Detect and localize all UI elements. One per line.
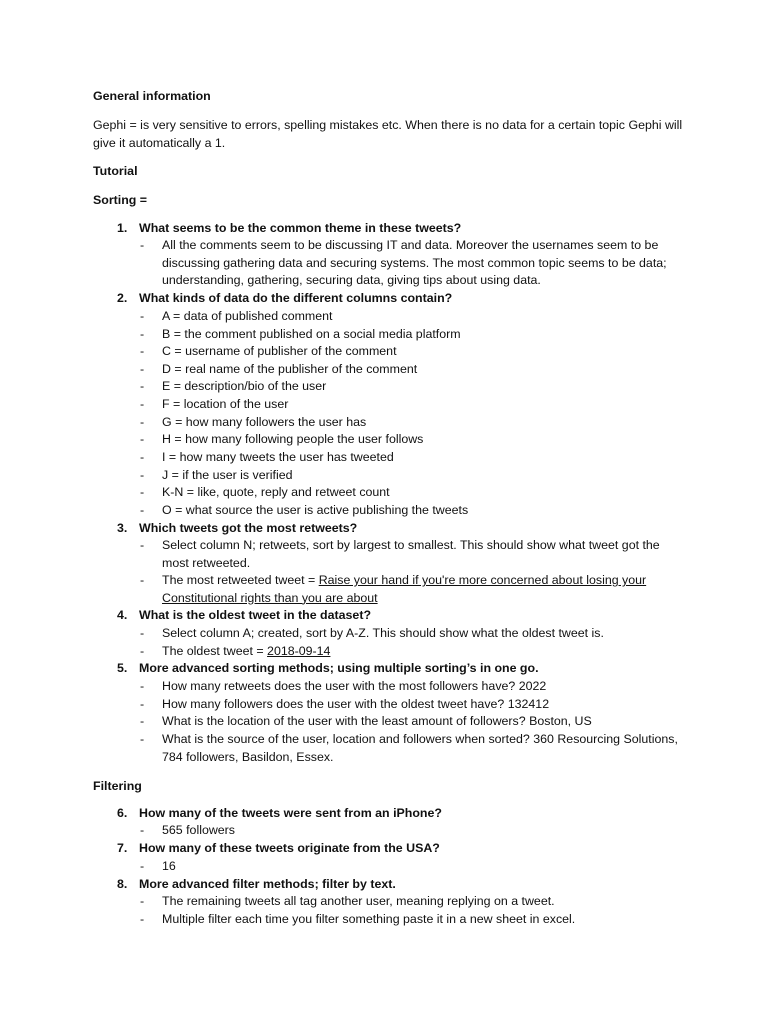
bullet-dash: - [140, 644, 145, 658]
bullet-dash: - [140, 414, 145, 429]
bullet-text: 16 [162, 859, 176, 873]
bullet-dash: - [140, 823, 145, 837]
bullet-text: All the comments seem to be discussing IT and data. Moreover the usernames seem to be discussing gathering data and securing systems. The most common topic seems to be data; understanding, gathering, securing data, giving tips about using data. [162, 238, 667, 288]
question-text: More advanced sorting methods; using multiple sorting’s in one go. [139, 661, 539, 675]
bullet-dash: - [140, 344, 145, 358]
bullet-text: 565 followers [162, 823, 236, 837]
heading-general-information: General information [93, 89, 211, 103]
bullet-dash: - [140, 326, 145, 341]
question-text: Which tweets got the most retweets? [139, 521, 358, 535]
bullet-text: Select column A; created, sort by A-Z. This should show what the oldest tweet is. [162, 626, 604, 640]
question-text: What seems to be the common theme in these tweets? [139, 221, 462, 235]
question-text: How many of the tweets were sent from an iPhone? [139, 806, 442, 820]
bullet-dash: - [140, 732, 145, 746]
bullet-dash: - [140, 485, 145, 499]
bullet-text: How many followers does the user with the oldest tweet have? 132412 [162, 696, 550, 711]
bullet-dash: - [140, 573, 145, 587]
heading-tutorial: Tutorial [93, 164, 138, 178]
bullet-dash: - [140, 397, 145, 411]
general-information-text: Gephi = is very sensitive to errors, spelling mistakes etc. When there is no data for a certain topic Gephi will give it automatically a 1. [93, 118, 683, 150]
question-text: How many of these tweets originate from the USA? [139, 841, 440, 855]
bullet-dash: - [140, 379, 145, 393]
bullet-text: E = description/bio of the user [162, 379, 327, 393]
bullet-dash: - [140, 894, 145, 908]
most-retweeted-tweet-text: Raise your hand if you're more concerned about losing your Constitutional rights than you are about [162, 573, 647, 605]
bullet-dash: - [140, 859, 145, 873]
question-number: 2. [117, 291, 128, 305]
bullet-dash: - [140, 361, 145, 376]
bullet-text: F = location of the user [162, 397, 289, 411]
bullet-text: Select column N; retweets, sort by largest to smallest. This should show what tweet got the most retweeted. [162, 538, 660, 570]
bullet-text: What is the location of the user with the least amount of followers? Boston, US [162, 714, 592, 728]
question-number: 6. [117, 806, 128, 820]
most-retweeted-label: The most retweeted tweet = [162, 573, 319, 587]
bullet-dash: - [140, 467, 145, 482]
bullet-dash: - [140, 696, 145, 711]
bullet-text: The remaining tweets all tag another user, meaning replying on a tweet. [162, 894, 555, 908]
bullet-dash: - [140, 714, 145, 728]
question-text: What is the oldest tweet in the dataset? [139, 608, 372, 622]
bullet-dash: - [140, 309, 145, 323]
bullet-text: How many retweets does the user with the most followers have? 2022 [162, 679, 547, 693]
heading-sorting: Sorting = [93, 193, 148, 207]
bullet-text: K-N = like, quote, reply and retweet count [162, 485, 390, 499]
question-number: 1. [117, 221, 128, 235]
bullet-dash: - [140, 679, 145, 693]
bullet-text: G = how many followers the user has [162, 414, 367, 429]
bullet-text: B = the comment published on a social media platform [162, 326, 461, 341]
bullet-text: H = how many following people the user follows [162, 432, 424, 446]
bullet-dash: - [140, 450, 145, 464]
bullet-text [162, 643, 678, 661]
question-number: 4. [117, 608, 128, 622]
bullet-dash: - [140, 912, 145, 926]
heading-filtering: Filtering [93, 779, 142, 793]
bullet-dash: - [140, 503, 145, 517]
question-number: 8. [117, 877, 128, 891]
bullet-dash: - [140, 538, 145, 552]
bullet-text: O = what source the user is active publishing the tweets [162, 503, 469, 517]
bullet-text: J = if the user is verified [162, 467, 293, 482]
bullet-dash: - [140, 626, 145, 640]
bullet-text: A = data of published comment [162, 309, 333, 323]
question-text: More advanced filter methods; filter by text. [139, 877, 396, 891]
bullet-text: I = how many tweets the user has tweeted [162, 450, 394, 464]
bullet-dash: - [140, 238, 145, 252]
bullet-text [162, 572, 678, 607]
question-number: 7. [117, 841, 128, 855]
question-number: 5. [117, 661, 128, 675]
bullet-text: D = real name of the publisher of the comment [162, 361, 418, 376]
oldest-tweet-label: The oldest tweet = [162, 644, 268, 658]
bullet-dash: - [140, 432, 145, 446]
oldest-tweet-date: 2018-09-14 [267, 644, 331, 658]
bullet-text: What is the source of the user, location and followers when sorted? 360 Resourcing Solutions, 784 followers, Basildon, Essex. [162, 732, 678, 764]
question-text: What kinds of data do the different columns contain? [139, 291, 453, 305]
question-number: 3. [117, 521, 128, 535]
bullet-text: Multiple filter each time you filter something paste it in a new sheet in excel. [162, 912, 576, 926]
bullet-text: C = username of publisher of the comment [162, 344, 397, 358]
